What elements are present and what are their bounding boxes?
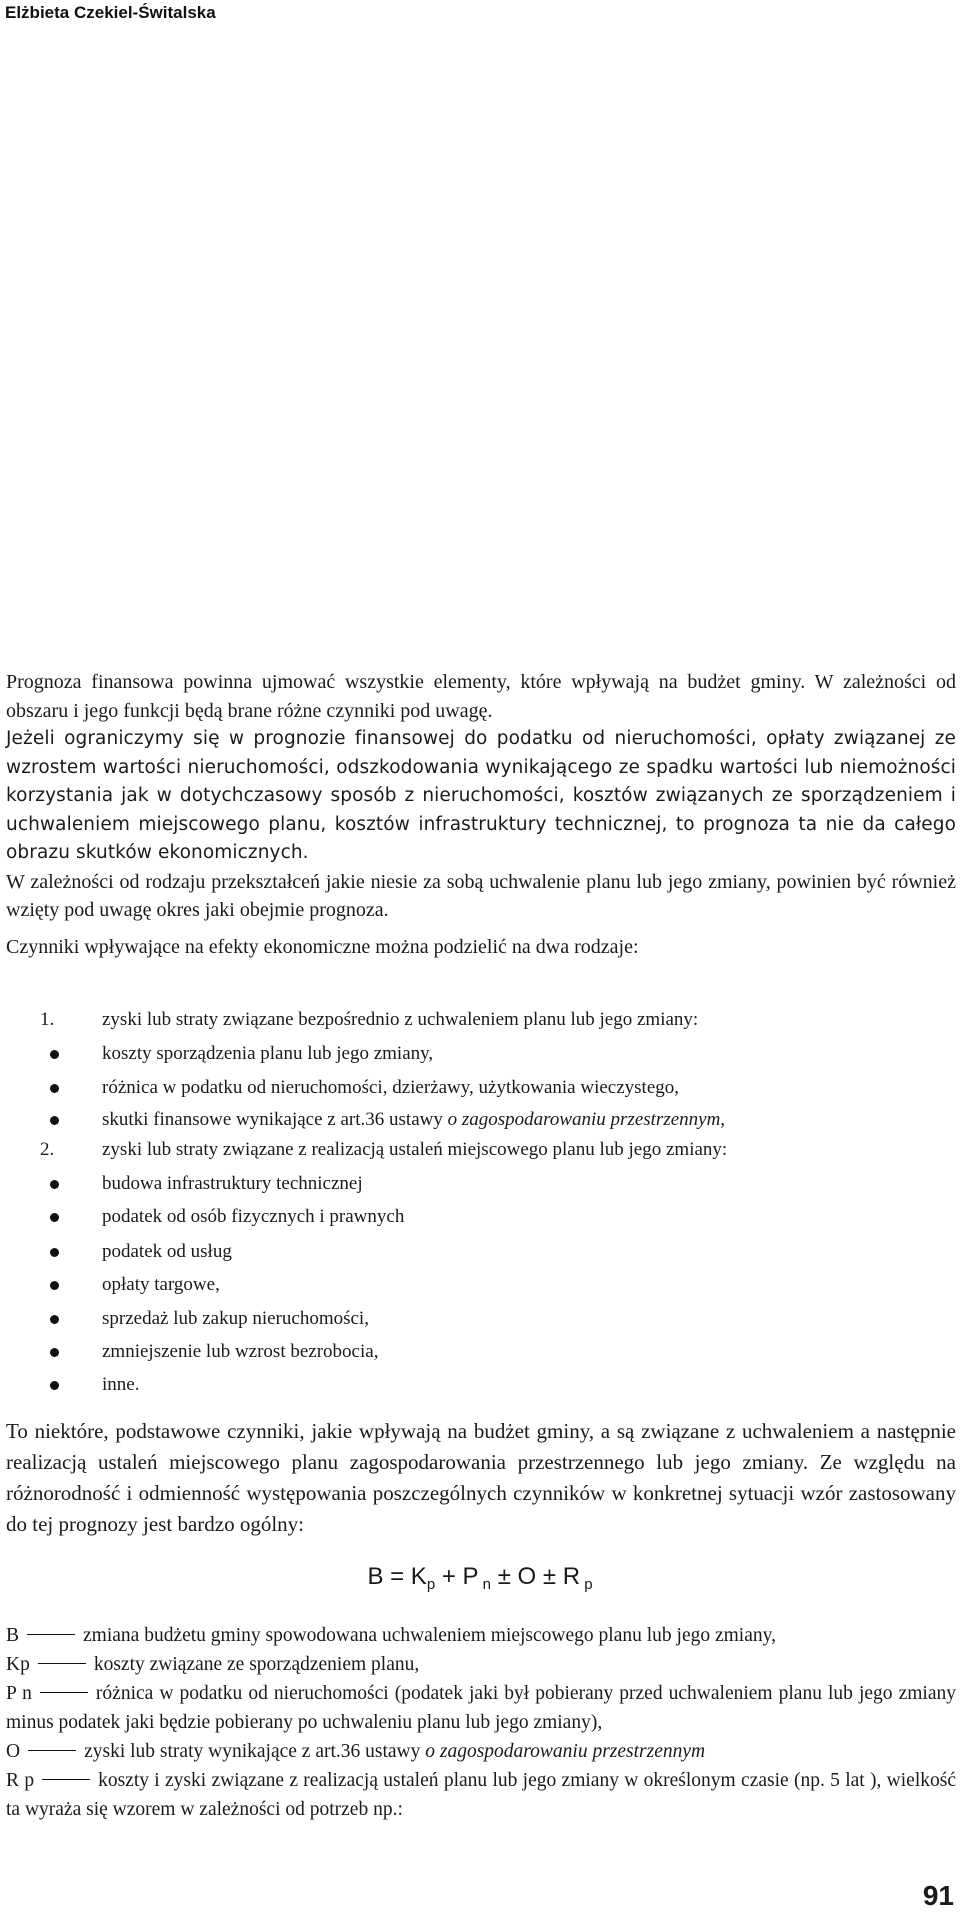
budget-formula bbox=[0, 1563, 960, 1593]
bullet-text-italic: o zagospodarowaniu przestrzennym, bbox=[447, 1109, 726, 1130]
definition-symbol: P n bbox=[6, 1683, 32, 1704]
definition-text: zyski lub straty wynikające z art.36 ustawy bbox=[84, 1741, 426, 1762]
bullet-icon bbox=[50, 1348, 59, 1357]
formula-part: + P bbox=[435, 1563, 479, 1590]
paragraph-summary: To niektóre, podstawowe czynniki, jakie wpływają na budżet gminy, a są związane z uchwaleniem a następnie realizacją ustaleń miejscowego planu zagospodarowania przestrzennego lub jego zmiany. Ze względu na różnorodność i odmienność występowania poszczególnych czynników w konkretnej sytuacji wzór zastosowany do tej prognozy jest bardzo ogólny: bbox=[6, 1419, 956, 1536]
bullet-text: inne. bbox=[102, 1374, 140, 1395]
bullet-icon bbox=[50, 1050, 59, 1059]
dash-separator bbox=[27, 1634, 75, 1635]
bullet-text: sprzedaż lub zakup nieruchomości, bbox=[102, 1308, 369, 1329]
bullet-icon bbox=[50, 1315, 59, 1324]
definition-text: różnica w podatku od nieruchomości (podatek jaki był pobierany przed uchwaleniem planu lub jego zmiany minus podatek jaki będzie pobierany po uchwaleniu planu lub jego zmiany), bbox=[6, 1683, 956, 1733]
bullet-icon bbox=[50, 1180, 59, 1189]
definition-text: koszty związane ze sporządzeniem planu, bbox=[93, 1654, 420, 1675]
definition-Rp bbox=[6, 1766, 956, 1824]
bullet-text: podatek od osób fizycznych i prawnych bbox=[102, 1206, 405, 1227]
list-number: 2. bbox=[40, 1139, 55, 1160]
bullet-icon bbox=[50, 1281, 59, 1290]
bullet-text: budowa infrastruktury technicznej bbox=[102, 1173, 363, 1194]
author-header: Elżbieta Czekiel-Świtalska bbox=[5, 3, 216, 22]
paragraph-period: W zależności od rodzaju przekształceń jakie niesie za sobą uchwalenie planu lub jego zmiany, powinien być również wzięty pod uwagę okres jaki obejmie prognoza. bbox=[6, 870, 956, 921]
bullet-icon bbox=[50, 1248, 59, 1257]
definition-text-italic: o zagospodarowaniu przestrzennym bbox=[425, 1741, 706, 1762]
definition-symbol: O bbox=[6, 1741, 21, 1762]
bullet-text: koszty sporządzenia planu lub jego zmiany, bbox=[102, 1043, 434, 1064]
bullet-icon bbox=[50, 1116, 59, 1125]
definition-text: zmiana budżetu gminy spowodowana uchwaleniem miejscowego planu lub jego zmiany, bbox=[83, 1625, 776, 1646]
list-number: 1. bbox=[40, 1009, 55, 1030]
bullet-text: podatek od usług bbox=[102, 1241, 232, 1262]
paragraph-intro: Prognoza finansowa powinna ujmować wszystkie elementy, które wpływają na budżet gminy. W zależności od obszaru i jego funkcji będą brane różne czynniki pod uwagę. bbox=[6, 671, 956, 722]
definition-symbol: R p bbox=[6, 1770, 35, 1791]
list-item-text: zyski lub straty związane bezpośrednio z uchwaleniem planu lub jego zmiany: bbox=[102, 1009, 699, 1030]
bullet-text: zmniejszenie lub wzrost bezrobocia, bbox=[102, 1341, 379, 1362]
definition-B bbox=[6, 1621, 956, 1650]
dash-separator bbox=[40, 1692, 88, 1693]
dash-separator bbox=[28, 1750, 76, 1751]
definition-Kp bbox=[6, 1650, 956, 1679]
list-item-text: zyski lub straty związane z realizacją ustaleń miejscowego planu lub jego zmiany: bbox=[102, 1139, 728, 1160]
definitions-list bbox=[6, 1621, 956, 1824]
paragraph-property-tax: Jeżeli ograniczymy się w prognozie finansowej do podatku od nieruchomości, opłaty związanej ze wzrostem wartości nieruchomości, odszkodowania wynikającego ze spadku wartości lub niemożności korzystania jak w dotychczasowy sposób z nieruchomości, kosztów związanych ze sporządzeniem i uchwaleniem miejscowego planu, kosztów infrastruktury technicznej, to prognoza ta nie da całego obrazu skutków ekonomicznych. bbox=[6, 728, 956, 863]
bullet-text bbox=[102, 1104, 725, 1136]
body-text-bottom bbox=[6, 1416, 956, 1540]
dash-separator bbox=[42, 1779, 90, 1780]
paragraph-factors: Czynniki wpływające na efekty ekonomiczne można podzielić na dwa rodzaje: bbox=[6, 935, 639, 958]
formula-subscript: p bbox=[426, 1576, 436, 1593]
formula-part: ± O ± R bbox=[491, 1563, 581, 1590]
bullet-text: różnica w podatku od nieruchomości, dzierżawy, użytkowania wieczystego, bbox=[102, 1077, 680, 1098]
formula-subscript: n bbox=[478, 1576, 492, 1593]
bullet-text: opłaty targowe, bbox=[102, 1274, 220, 1295]
definition-symbol: Kp bbox=[6, 1654, 30, 1675]
body-text-top bbox=[6, 668, 956, 961]
definition-text: koszty i zyski związane z realizacją ustaleń planu lub jego zmiany w określonym czasie (np. 5 lat ), wielkość ta wyraża się wzorem w zależności od potrzeb np.: bbox=[6, 1770, 956, 1820]
bullet-icon bbox=[50, 1084, 59, 1093]
bullet-icon bbox=[50, 1213, 59, 1222]
definition-O bbox=[6, 1737, 956, 1766]
bullet-icon bbox=[50, 1381, 59, 1390]
bullet-text-prefix: skutki finansowe wynikające z art.36 ustawy bbox=[102, 1109, 448, 1130]
formula-part: B = K bbox=[367, 1563, 427, 1590]
page-number: 91 bbox=[922, 1880, 954, 1911]
definition-Pn bbox=[6, 1679, 956, 1737]
formula-subscript: p bbox=[580, 1576, 593, 1593]
dash-separator bbox=[38, 1663, 86, 1664]
definition-symbol: B bbox=[6, 1625, 20, 1646]
